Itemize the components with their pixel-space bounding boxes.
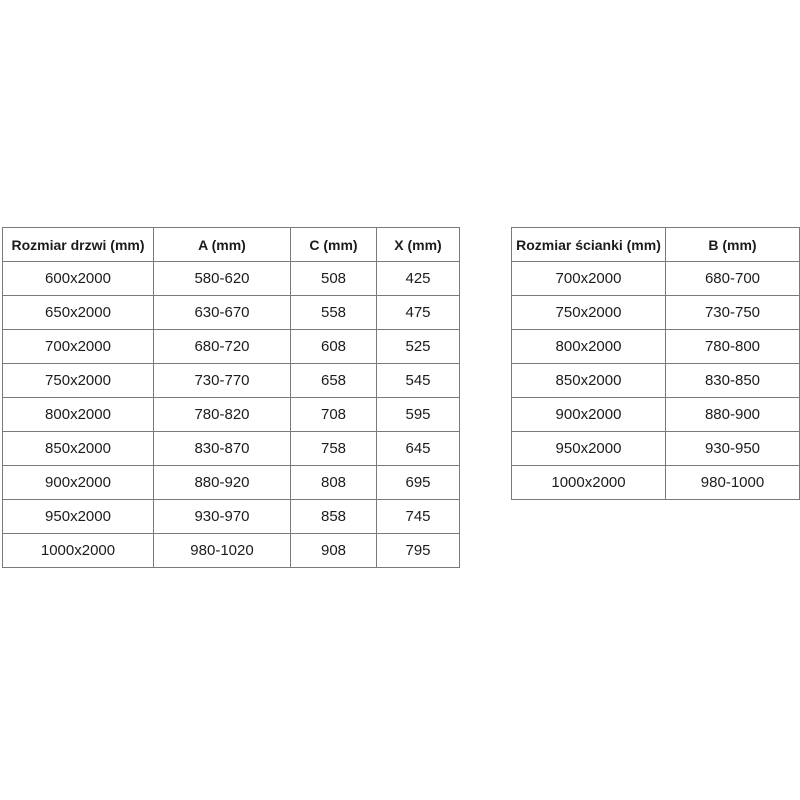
table-cell: 700x2000 — [512, 262, 666, 296]
table-row — [3, 466, 460, 500]
table-cell: 830-870 — [154, 432, 291, 466]
table-cell: 980-1020 — [154, 534, 291, 568]
table-cell: 630-670 — [154, 296, 291, 330]
table-cell: 758 — [291, 432, 377, 466]
table-cell: 795 — [377, 534, 460, 568]
column-header: C (mm) — [291, 228, 377, 262]
table-cell: 680-700 — [666, 262, 800, 296]
table-cell: 858 — [291, 500, 377, 534]
table-cell: 645 — [377, 432, 460, 466]
table-row — [3, 364, 460, 398]
table-cell: 658 — [291, 364, 377, 398]
table-row — [3, 432, 460, 466]
table-cell: 900x2000 — [512, 398, 666, 432]
table-cell: 880-920 — [154, 466, 291, 500]
table-cell: 680-720 — [154, 330, 291, 364]
column-header: Rozmiar ścianki (mm) — [512, 228, 666, 262]
column-header: B (mm) — [666, 228, 800, 262]
table-row — [512, 432, 800, 466]
column-header: A (mm) — [154, 228, 291, 262]
column-header: Rozmiar drzwi (mm) — [3, 228, 154, 262]
table-row — [3, 500, 460, 534]
table-cell: 980-1000 — [666, 466, 800, 500]
table-cell: 595 — [377, 398, 460, 432]
table-cell: 545 — [377, 364, 460, 398]
table-cell: 475 — [377, 296, 460, 330]
table-cell: 780-820 — [154, 398, 291, 432]
table-cell: 730-750 — [666, 296, 800, 330]
table-row — [512, 398, 800, 432]
table-cell: 695 — [377, 466, 460, 500]
table-cell: 700x2000 — [3, 330, 154, 364]
table-cell: 830-850 — [666, 364, 800, 398]
table-cell: 745 — [377, 500, 460, 534]
table-row — [3, 330, 460, 364]
table-cell: 425 — [377, 262, 460, 296]
table-cell: 808 — [291, 466, 377, 500]
table-row — [3, 398, 460, 432]
table-cell: 750x2000 — [3, 364, 154, 398]
table-row — [3, 296, 460, 330]
table-cell: 580-620 — [154, 262, 291, 296]
table-cell: 880-900 — [666, 398, 800, 432]
table-cell: 1000x2000 — [512, 466, 666, 500]
table-cell: 525 — [377, 330, 460, 364]
header-row — [3, 228, 460, 262]
table-cell: 930-970 — [154, 500, 291, 534]
table-cell: 608 — [291, 330, 377, 364]
table-cell: 800x2000 — [512, 330, 666, 364]
table-row — [3, 262, 460, 296]
table-cell: 508 — [291, 262, 377, 296]
table-row — [512, 296, 800, 330]
table-cell: 558 — [291, 296, 377, 330]
table-row — [3, 534, 460, 568]
table-row — [512, 466, 800, 500]
table-cell: 1000x2000 — [3, 534, 154, 568]
table-cell: 950x2000 — [3, 500, 154, 534]
wall-size-table — [511, 227, 800, 500]
table-cell: 730-770 — [154, 364, 291, 398]
table-cell: 850x2000 — [512, 364, 666, 398]
table-cell: 930-950 — [666, 432, 800, 466]
table-cell: 780-800 — [666, 330, 800, 364]
table-row — [512, 364, 800, 398]
table-cell: 600x2000 — [3, 262, 154, 296]
table-cell: 950x2000 — [512, 432, 666, 466]
table-cell: 800x2000 — [3, 398, 154, 432]
table-cell: 850x2000 — [3, 432, 154, 466]
door-size-table — [2, 227, 460, 568]
header-row — [512, 228, 800, 262]
table-row — [512, 262, 800, 296]
table-cell: 908 — [291, 534, 377, 568]
table-cell: 750x2000 — [512, 296, 666, 330]
table-cell: 650x2000 — [3, 296, 154, 330]
column-header: X (mm) — [377, 228, 460, 262]
table-row — [512, 330, 800, 364]
table-cell: 708 — [291, 398, 377, 432]
table-cell: 900x2000 — [3, 466, 154, 500]
